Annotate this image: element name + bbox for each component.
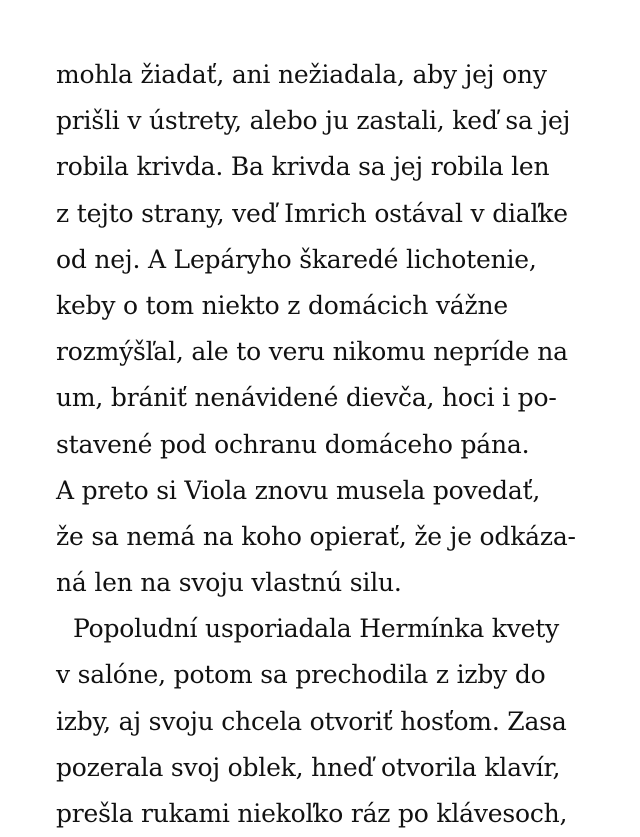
text-line: um, brániť nenávidené dievča, hoci i po- xyxy=(56,383,557,413)
text-line: pozerala svoj oblek, hneď otvorila klavír, xyxy=(56,752,561,782)
text-line: A preto si Viola znovu musela povedať, xyxy=(56,475,541,505)
text-line: prišli v ústrety, alebo ju zastali, keď sa jej xyxy=(56,106,571,136)
text-line: izby, aj svoju chcela otvoriť hosťom. Zasa xyxy=(56,706,567,736)
text-line: v salóne, potom sa prechodila z izby do xyxy=(56,660,546,690)
text-line: prešla rukami niekoľko ráz po klávesoch, xyxy=(56,799,568,828)
text-line: z tejto strany, veď Imrich ostával v diaľke xyxy=(56,198,568,228)
text-line: keby o tom niekto z domácich vážne xyxy=(56,290,508,320)
text-line: ná len na svoju vlastnú silu. xyxy=(56,568,402,598)
text-line: rozmýšľal, ale to veru nikomu nepríde na xyxy=(56,337,568,367)
paragraph xyxy=(56,606,596,837)
text-line: Popoludní usporiadala Hermínka kvety xyxy=(73,614,560,644)
text-line: robila krivda. Ba krivda sa jej robila len xyxy=(56,152,550,182)
paragraph xyxy=(56,52,596,606)
text-line: od nej. A Lepáryho škaredé lichotenie, xyxy=(56,244,537,274)
text-line: stavené pod ochranu domáceho pána. xyxy=(56,429,530,459)
page-text xyxy=(56,52,596,837)
text-line: že sa nemá na koho opierať, že je odkáza- xyxy=(56,521,576,551)
text-line: mohla žiadať, ani nežiadala, aby jej ony xyxy=(56,60,547,89)
